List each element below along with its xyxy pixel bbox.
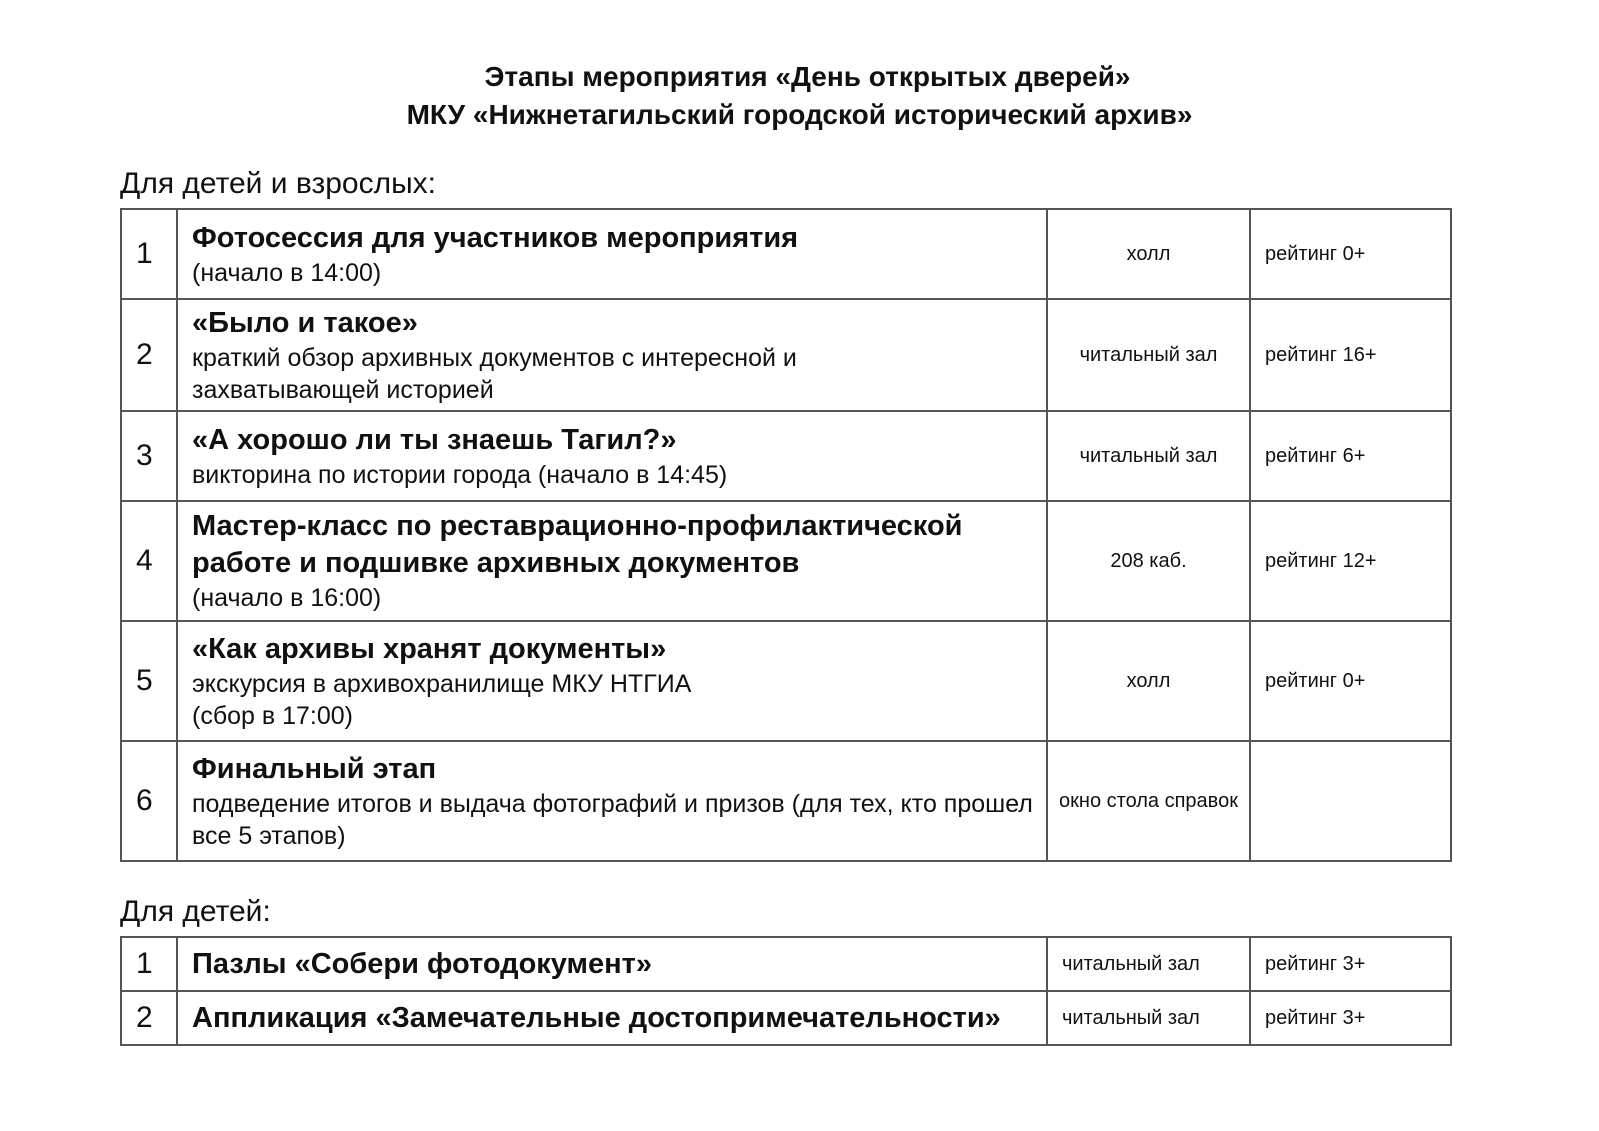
row-number: 6 — [121, 741, 177, 861]
event-description — [177, 621, 1047, 741]
event-rating: рейтинг 12+ — [1250, 501, 1451, 621]
title-line-1: Этапы мероприятия «День открытых дверей» — [484, 61, 1131, 92]
event-rating: рейтинг 0+ — [1250, 621, 1451, 741]
event-rating: рейтинг 0+ — [1250, 209, 1451, 299]
event-rating: рейтинг 3+ — [1250, 991, 1451, 1045]
event-place: читальный зал — [1047, 299, 1250, 411]
event-description — [177, 411, 1047, 501]
row-number: 2 — [121, 299, 177, 411]
event-title: Финальный этап — [192, 752, 437, 785]
event-subtitle: викторина по истории города (начало в 14:45) — [192, 460, 728, 489]
table-row — [121, 209, 1451, 299]
table-row — [121, 411, 1451, 501]
event-rating: рейтинг 16+ — [1250, 299, 1451, 411]
event-title: «Было и такое» — [192, 306, 418, 339]
table-row — [121, 991, 1451, 1045]
event-title: «Как архивы хранят документы» — [192, 632, 667, 665]
event-place: холл — [1047, 621, 1250, 741]
event-title: Фотосессия для участников мероприятия — [192, 221, 799, 254]
row-number: 5 — [121, 621, 177, 741]
section-label-adults: Для детей и взрослых: — [120, 167, 436, 200]
event-rating — [1250, 741, 1451, 861]
event-place: читальный зал — [1047, 991, 1250, 1045]
event-place: холл — [1047, 209, 1250, 299]
event-subtitle: (начало в 14:00) — [192, 258, 382, 287]
event-title: Мастер-класс по реставрационно-профилактической работе и подшивке архивных документов — [192, 510, 963, 579]
event-subtitle: краткий обзор архивных документов с интересной и захватывающей историей — [192, 343, 797, 404]
table-row — [121, 937, 1451, 991]
event-rating: рейтинг 3+ — [1250, 937, 1451, 991]
event-description — [177, 937, 1047, 991]
event-description — [177, 741, 1047, 861]
table-row — [121, 501, 1451, 621]
row-number: 2 — [121, 991, 177, 1045]
table-row — [121, 299, 1451, 411]
event-description — [177, 209, 1047, 299]
table-row — [121, 621, 1451, 741]
event-title: «А хорошо ли ты знаешь Тагил?» — [192, 423, 677, 456]
events-table-kids — [120, 936, 1452, 1046]
event-subtitle: экскурсия в архивохранилище МКУ НТГИА (сбор в 17:00) — [192, 669, 692, 730]
event-place: окно стола справок — [1047, 741, 1250, 861]
event-rating: рейтинг 6+ — [1250, 411, 1451, 501]
event-place: читальный зал — [1047, 411, 1250, 501]
event-description — [177, 299, 1047, 411]
page-title — [0, 58, 1599, 134]
row-number: 1 — [121, 937, 177, 991]
event-title: Пазлы «Собери фотодокумент» — [192, 947, 652, 980]
event-title: Аппликация «Замечательные достопримечательности» — [192, 1001, 1001, 1034]
title-line-2: МКУ «Нижнетагильский городской исторический архив» — [406, 99, 1193, 130]
section-label-kids: Для детей: — [120, 895, 271, 928]
events-table-adults — [120, 208, 1452, 862]
table-row — [121, 741, 1451, 861]
event-description — [177, 501, 1047, 621]
event-description — [177, 991, 1047, 1045]
event-subtitle: подведение итогов и выдача фотографий и призов (для тех, кто прошел все 5 этапов) — [192, 789, 1033, 850]
event-place: читальный зал — [1047, 937, 1250, 991]
row-number: 3 — [121, 411, 177, 501]
row-number: 4 — [121, 501, 177, 621]
event-subtitle: (начало в 16:00) — [192, 584, 382, 612]
event-place: 208 каб. — [1047, 501, 1250, 621]
row-number: 1 — [121, 209, 177, 299]
